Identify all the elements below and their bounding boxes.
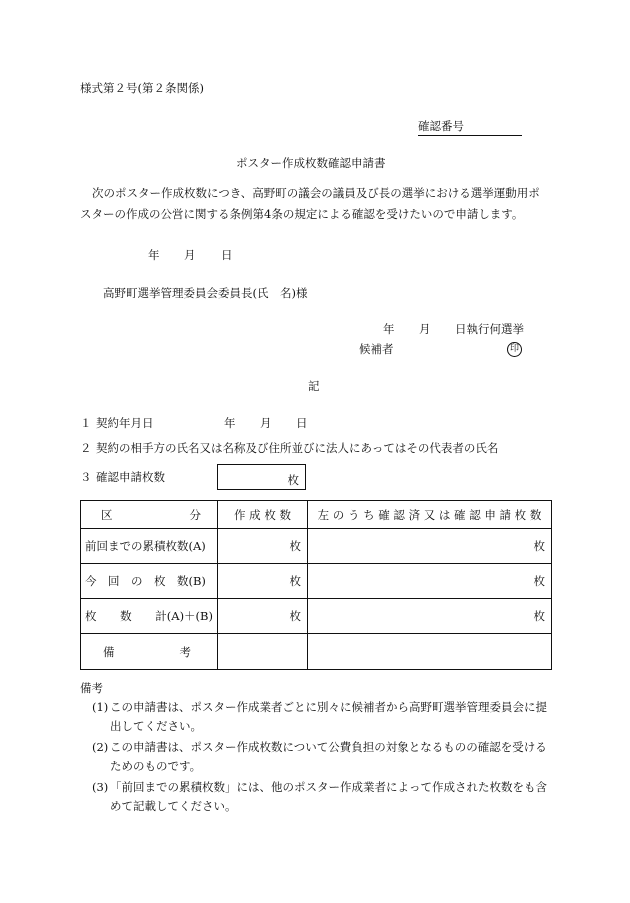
row-total-label-c: 計(A)＋(B): [155, 609, 213, 623]
row-current-created-unit[interactable]: 枚: [218, 564, 308, 599]
election-month: 月: [419, 322, 431, 336]
notes-heading: 備考: [80, 681, 103, 695]
addressee: 高野町選挙管理委員会委員長(氏 名)様: [103, 286, 308, 300]
row-remarks-label-a: 備: [103, 644, 115, 659]
header-confirmed-count: 左 の う ち 確 認 済 又 は 確 認 申 請 枚 数: [308, 501, 552, 529]
row-remarks-created-cell[interactable]: [218, 634, 308, 670]
note-item: [80, 698, 550, 736]
seal-mark: [507, 342, 522, 357]
item3-count-box[interactable]: [217, 464, 306, 490]
item1-year: 年: [224, 416, 236, 430]
item3-label: 確認申請枚数: [96, 470, 165, 484]
notes-section: [80, 680, 550, 816]
item2-label: 契約の相手方の氏名又は名称及び住所並びに法人にあってはその代表者の氏名: [96, 441, 499, 455]
table-row: [81, 634, 552, 670]
item2-number: ２: [80, 441, 92, 455]
form-label: 様式第２号(第２条関係): [80, 81, 204, 95]
election-day-label: 日執行何選挙: [455, 322, 524, 336]
item3-number: ３: [80, 470, 92, 484]
table-row: [81, 529, 552, 564]
row-label-total: [81, 599, 218, 634]
row-label-remarks: [81, 634, 218, 670]
item1-day: 日: [296, 416, 308, 430]
row-remarks-label-b: 考: [179, 644, 191, 659]
row-previous-created-unit[interactable]: 枚: [218, 529, 308, 564]
row-total-confirmed-unit[interactable]: 枚: [308, 599, 552, 634]
table-header-row: [81, 501, 552, 529]
note-text: 「前回までの累積枚数」には、他のポスター作成業者によって作成された枚数をも含めて記載してください。: [110, 780, 547, 813]
row-label-previous: 前回までの累積枚数(A): [81, 529, 218, 564]
header-category-b: 分: [189, 507, 201, 522]
table-row: [81, 599, 552, 634]
date-month: 月: [184, 248, 196, 262]
note-number: (3): [92, 780, 109, 794]
note-item: [80, 778, 550, 816]
row-remarks-confirmed-cell[interactable]: [308, 634, 552, 670]
body-text: 次のポスター作成枚数につき、高野町の議会の議員及び長の選挙における選挙運動用ポスターの作成の公営に関する条例第4条の規定による確認を受けたいので申請します。: [80, 186, 540, 221]
note-text: この申請書は、ポスター作成業者ごとに別々に候補者から高野町選挙管理委員会に提出してください。: [110, 700, 547, 733]
note-number: (1): [92, 700, 109, 714]
row-total-label-b: 数: [120, 609, 132, 623]
header-category-a: 区: [101, 507, 113, 522]
table-row: [81, 564, 552, 599]
confirmation-number-field: [418, 121, 522, 136]
confirmation-number-label: 確認番号: [418, 119, 464, 133]
item1-number: １: [80, 416, 92, 430]
date-year: 年: [148, 248, 160, 262]
item1-label: 契約年月日: [96, 416, 154, 430]
document-title: ポスター作成枚数確認申請書: [236, 156, 386, 170]
item1-month: 月: [260, 416, 272, 430]
row-label-current: 今 回 の 枚 数(B): [81, 564, 218, 599]
row-previous-confirmed-unit[interactable]: 枚: [308, 529, 552, 564]
count-table: [80, 500, 552, 670]
row-total-label-a: 枚: [85, 609, 97, 623]
ki-heading: 記: [308, 379, 320, 393]
header-category: [81, 501, 218, 529]
note-item: [80, 738, 550, 776]
seal-char: 印: [507, 342, 522, 357]
item3-unit: 枚: [287, 473, 299, 487]
row-total-created-unit[interactable]: 枚: [218, 599, 308, 634]
note-text: この申請書は、ポスター作成枚数について公費負担の対象となるものの確認を受けるためのものです。: [110, 740, 547, 773]
header-created-count: 作 成 枚 数: [218, 501, 308, 529]
body-paragraph: [80, 183, 545, 225]
candidate-label: 候補者: [359, 342, 394, 356]
date-day: 日: [221, 248, 233, 262]
row-current-confirmed-unit[interactable]: 枚: [308, 564, 552, 599]
election-year: 年: [383, 322, 395, 336]
note-number: (2): [92, 740, 109, 754]
